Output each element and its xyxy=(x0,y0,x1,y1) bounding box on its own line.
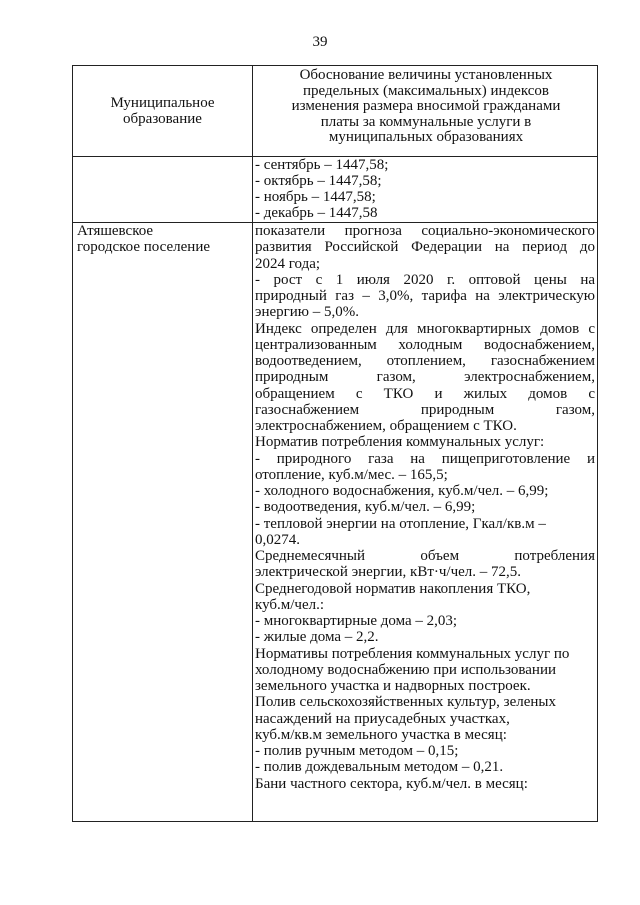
justification-line: 2024 года; xyxy=(255,255,321,272)
municipality-line: городское поселение xyxy=(77,239,211,255)
justification-line: централизованным холодным водоснабжением, xyxy=(255,336,595,353)
justification-line: обращением с ТКО и жилых домов с xyxy=(255,385,595,402)
justification-cell xyxy=(255,223,595,792)
justification-line: - водоотведения, куб.м/чел. – 6,99; xyxy=(255,499,476,516)
justification-line: - полив дождевальным методом – 0,21. xyxy=(255,759,504,776)
justification-line: природным газом, электроснабжением, xyxy=(255,369,595,386)
justification-line: электроснабжением, обращением с ТКО. xyxy=(255,418,517,434)
header-municipality-line: образование xyxy=(123,111,202,127)
justification-line: - многоквартирные дома – 2,03; xyxy=(255,613,458,629)
page-number: 39 xyxy=(312,34,328,50)
justification-line: Бани частного сектора, куб.м/чел. в месяц: xyxy=(255,775,528,792)
justification-line: отопление, куб.м/мес. – 165,5; xyxy=(255,466,448,483)
justification-line: - полив ручным методом – 0,15; xyxy=(255,743,459,759)
justification-line: Индекс определен для многоквартирных домов с xyxy=(255,320,595,337)
justification-line: - природного газа на пищеприготовление и xyxy=(255,450,595,467)
justification-line: насаждений на приусадебных участках, xyxy=(255,710,510,727)
header-justification-line: предельных (максимальных) индексов xyxy=(303,82,549,99)
continuation-line: - октябрь – 1447,58; xyxy=(255,173,382,189)
justification-line: - жилые дома – 2,2. xyxy=(255,629,379,646)
justification-line: энергию – 5,0%. xyxy=(255,304,360,321)
municipality-cell xyxy=(77,223,249,255)
justification-line: Нормативы потребления коммунальных услуг по xyxy=(255,645,570,662)
header-justification-line: платы за коммунальные услуги в xyxy=(320,113,532,130)
column-divider xyxy=(252,66,253,821)
tariff-justification-table xyxy=(72,65,598,822)
justification-line: природный газ – 3,0%, тарифа на электрическую xyxy=(255,288,595,304)
header-justification-line: изменения размера вносимой гражданами xyxy=(291,98,561,114)
justification-line: Среднегодовой норматив накопления ТКО, xyxy=(255,580,531,597)
justification-line: - тепловой энергии на отопление, Гкал/кв.м – xyxy=(255,515,546,532)
justification-line: холодному водоснабжению при использовании xyxy=(255,661,556,678)
justification-line: - рост с 1 июля 2020 г. оптовой цены на xyxy=(255,271,595,288)
justification-line: Полив сельскохозяйственных культур, зеленых xyxy=(255,694,557,711)
continuation-line: - ноябрь – 1447,58; xyxy=(255,189,376,205)
justification-line: 0,0274. xyxy=(255,531,300,548)
justification-line: газоснабжением природным газом, xyxy=(255,401,595,418)
justification-line: Норматив потребления коммунальных услуг: xyxy=(255,434,545,451)
justification-line: куб.м/чел.: xyxy=(255,596,325,613)
continuation-cell xyxy=(255,157,595,221)
header-justification xyxy=(253,66,599,156)
continuation-line: - декабрь – 1447,58 xyxy=(255,205,378,221)
justification-line: земельного участка и надворных построек. xyxy=(255,678,531,694)
justification-line: куб.м/кв.м земельного участка в месяц: xyxy=(255,726,507,743)
header-municipality-line: Муниципальное xyxy=(110,95,215,111)
justification-line: развития Российской Федерации на период до xyxy=(255,239,595,256)
municipality-line: Атяшевское xyxy=(77,223,154,239)
continuation-line: - сентябрь – 1447,58; xyxy=(255,157,389,173)
justification-line: водоотведением, отоплением, газоснабжением xyxy=(255,353,595,369)
header-justification-line: муниципальных образованиях xyxy=(328,129,524,145)
header-justification-line: Обоснование величины установленных xyxy=(299,67,553,83)
justification-line: показатели прогноза социально-экономического xyxy=(255,223,595,239)
justification-line: электрической энергии, кВт·ч/чел. – 72,5. xyxy=(255,564,522,581)
header-municipality xyxy=(73,66,252,156)
justification-line: - холодного водоснабжения, куб.м/чел. – 6,99; xyxy=(255,483,549,499)
justification-line: Среднемесячный объем потребления xyxy=(255,548,595,564)
